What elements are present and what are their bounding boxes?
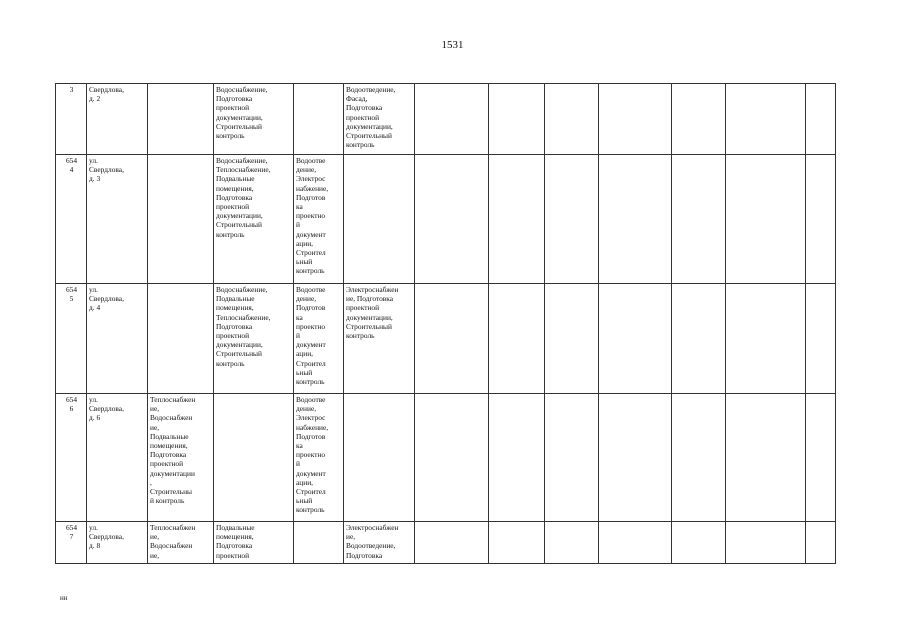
empty-cell [806,284,836,394]
empty-cell [599,84,672,155]
empty-cell [672,155,726,284]
works-cell-c [294,522,344,564]
works-cell-a [148,84,214,155]
empty-cell [545,394,599,522]
address-cell: Свердлова, д. 2 [87,84,148,155]
works-cell-a [148,284,214,394]
table-row [56,394,836,522]
empty-cell [726,284,806,394]
address-cell: ул. Свердлова, д. 6 [87,394,148,522]
empty-cell [599,284,672,394]
row-number-cell: 654 7 [56,522,87,564]
empty-cell [415,284,489,394]
empty-cell [806,522,836,564]
works-cell-c: Водоотве дение, Электрос набжение, Подготов ка проектно й документ ации, Строител ьный контроль [294,394,344,522]
empty-cell [726,522,806,564]
table-row [56,155,836,284]
address-cell: ул. Свердлова, д. 8 [87,522,148,564]
empty-cell [415,394,489,522]
works-cell-b: Водоснабжение, Подготовка проектной документации, Строительный контроль [214,84,294,155]
works-cell-c: Водоотве дение, Электрос набжение, Подготов ка проектно й документ ации, Строител ьный контроль [294,155,344,284]
works-cell-d: Электроснабжен ие, Подготовка проектной документации, Строительный контроль [344,284,415,394]
row-number-cell: 654 6 [56,394,87,522]
empty-cell [806,394,836,522]
empty-cell [806,84,836,155]
empty-cell [672,522,726,564]
table-row [56,84,836,155]
empty-cell [672,284,726,394]
works-cell-c [294,84,344,155]
empty-cell [672,84,726,155]
empty-cell [415,84,489,155]
row-number-cell: 3 [56,84,87,155]
empty-cell [726,84,806,155]
table-row [56,284,836,394]
empty-cell [672,394,726,522]
empty-cell [726,394,806,522]
works-cell-b: Водоснабжение, Теплоснабжение, Подвальные помещения, Подготовка проектной документации, Строительный контроль [214,155,294,284]
works-cell-c: Водоотве дение, Подготов ка проектно й документ ации, Строител ьный контроль [294,284,344,394]
works-cell-d: Электроснабжен ие, Водоотведение, Подготовка [344,522,415,564]
works-cell-d: Водоотведение, Фасад, Подготовка проектной документации, Строительный контроль [344,84,415,155]
works-table [55,83,836,564]
works-cell-b [214,394,294,522]
empty-cell [545,522,599,564]
empty-cell [489,155,545,284]
empty-cell [489,284,545,394]
empty-cell [489,394,545,522]
footer-mark: нн [60,594,68,602]
works-cell-a: Теплоснабжен ие, Водоснабжен ие, Подвальные помещения, Подготовка проектной документации , Строительны й контроль [148,394,214,522]
empty-cell [545,155,599,284]
row-number-cell: 654 4 [56,155,87,284]
table-row [56,522,836,564]
empty-cell [489,522,545,564]
works-cell-a: Теплоснабжен ие, Водоснабжен ие, [148,522,214,564]
empty-cell [545,84,599,155]
works-cell-d [344,394,415,522]
empty-cell [489,84,545,155]
works-cell-d [344,155,415,284]
empty-cell [545,284,599,394]
empty-cell [415,155,489,284]
empty-cell [726,155,806,284]
works-cell-b: Водоснабжение, Подвальные помещения, Теплоснабжение, Подготовка проектной документации, Строительный контроль [214,284,294,394]
address-cell: ул. Свердлова, д. 3 [87,155,148,284]
row-number-cell: 654 5 [56,284,87,394]
empty-cell [806,155,836,284]
empty-cell [599,155,672,284]
address-cell: ул. Свердлова, д. 4 [87,284,148,394]
works-cell-a [148,155,214,284]
empty-cell [415,522,489,564]
empty-cell [599,522,672,564]
works-cell-b: Подвальные помещения, Подготовка проектной [214,522,294,564]
empty-cell [599,394,672,522]
page-number: 1531 [441,39,464,51]
